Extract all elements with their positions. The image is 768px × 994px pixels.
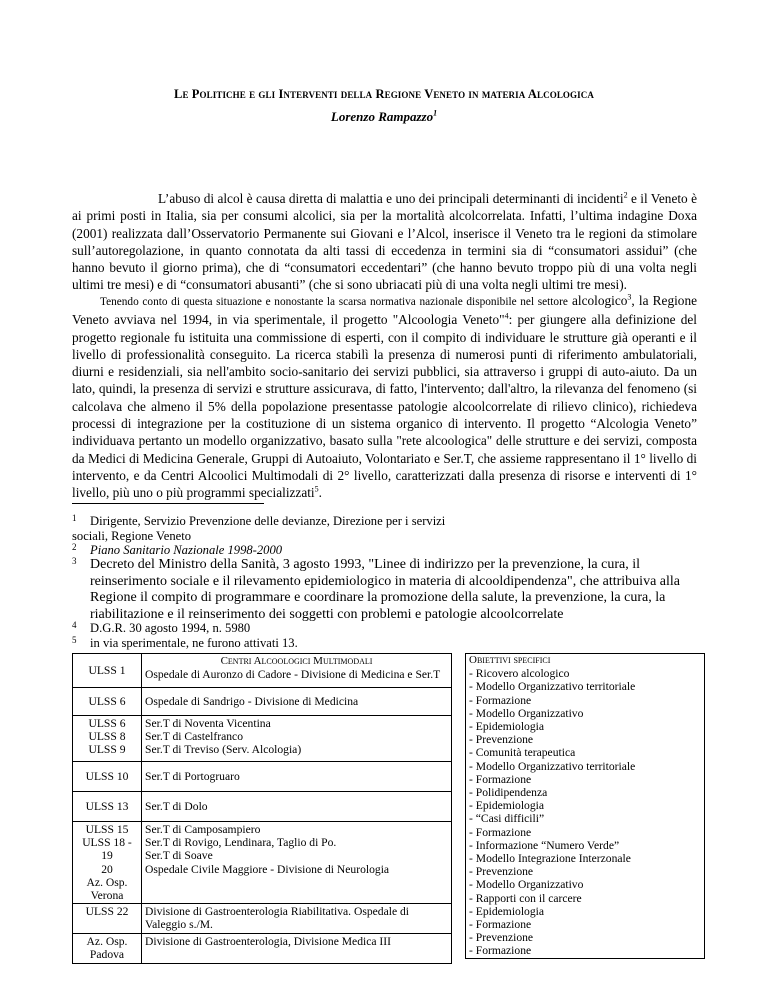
list-item: - Formazione [469,825,532,839]
list-item: - “Casi difficili” [469,812,545,826]
footnote-ref-2: 2 [623,190,628,200]
table-cell-centro: Ser.T di Noventa Vicentina Ser.T di Castelfranco Ser.T di Treviso (Serv. Alcologia) [142,716,452,762]
footnote-ref-3: 3 [627,292,632,302]
table-cell-centro: Divisione di Gastroenterologia Riabilitativa. Ospedale di Valeggio s./M. [142,904,452,934]
footnote-text: Piano Sanitario Nazionale 1998-2000 [90,543,283,557]
table-row [73,934,452,963]
centri-table [72,653,452,964]
list-item: - Ricovero alcologico [469,667,570,681]
footnote-text: Dirigente, Servizio Prevenzione delle devianze, Direzione per i servizi [90,514,446,528]
paragraph-1-text-b: e il Veneto è ai primi posti in Italia, sia per consumi alcolici, sia per la mortalità alcolcorrelata. Infatti, l’ultima indagine Doxa (2001) realizzata dall’Osservatorio Permanente sui Giovani e l’Alcol, inserisce il Veneto tra le regioni da stimolare sull’autoregolazione, in quanto connotata da alti tassi di eccedenza in termini sia di “consumatori assidui” (che hanno bevuto il giorno prima), che di “consumatori eccedentari” (che hanno bevuto troppo più di una volta negli ultimi tre mesi) e di “consumatori abusanti” (che si sono ubriacati più di una volta negli ultimi tre mesi). [72,191,697,293]
author-footnote-ref: 1 [433,108,438,118]
footnote-4 [72,621,697,636]
obiettivi-cell [466,654,705,959]
footnote-5 [72,636,697,651]
footnote-2 [72,543,697,558]
list-item: - Epidemiologia [469,720,545,734]
footnote-separator [72,503,264,504]
table-cell-centro: Ser.T di Portogruaro [142,762,452,792]
paragraph-2 [72,292,697,502]
table-row [73,716,452,762]
table-row [73,792,452,822]
list-item: - Rapporti con il carcere [469,891,582,905]
footnote-number: 4 [72,620,77,630]
list-item: - Prevenzione [469,865,534,879]
footnote-number: 5 [72,635,77,645]
list-item: - Formazione [469,944,532,958]
list-item: - Modello Integrazione Interzonale [469,852,631,866]
author-name: Lorenzo Rampazzo [330,109,434,124]
table-cell-centro: Ser.T di Camposampiero Ser.T di Rovigo, Lendinara, Taglio di Po. Ser.T di Soave Ospedale Civile Maggiore - Divisione di Neurologia [142,822,452,904]
table-cell-ulss: ULSS 6 [73,688,142,716]
table-row [73,904,452,934]
list-item: - Comunità terapeutica [469,746,576,760]
paragraph-2-text-c: : per giungere alla definizione del progetto regionale fu istituita una commissione di esperti, con il compito di individuare le strutture già operanti e il livello di professionalità conseguito. La ricerca stabilì la presenza di numerosi punti di riferimento ambulatoriali, diurni e residenziali, sia nell'ambito socio-sanitario dei servizi pubblici, sia attraverso i gruppi di auto-aiuto. Da un lato, quindi, la presenza di servizi e strutture assicurava, di fatto, l'intervento; dall'altro, la rilevanza del fenomeno (si calcolava che almeno il 5% della popolazione presentasse patologie alcoolcorrelate di rilievo clinico), richiedeva processi di integrazione per la costituzione di un sistema organico di intervento. Il progetto “Alcologia Veneto” individuava pertanto un modello organizzativo, basato sulla "rete alcoologica" delle strutture e dei servizi, composta da Medici di Medicina Generale, Gruppi di Autoaiuto, Volontariato e Ser.T, che assieme rappresentano il 1° livello di intervento, e da Centri Alcoolici Multimodali di 2° livello, caratterizzati dalla presenza di risorse e interventi di 1° livello, più uno o più programmi specializzati [72,312,698,501]
footnote-ref-4: 4 [504,311,509,321]
table-cell-centro: Ospedale di Sandrigo - Divisione di Medicina [142,688,452,716]
list-item: - Modello Organizzativo [469,706,584,720]
obiettivi-table [465,653,705,959]
paragraph-2-text-a: alcologico [567,293,628,308]
table-cell-text: Ospedale di Auronzo di Cadore - Divisione di Medicina e Ser.T [145,668,441,682]
table-cell-ulss: ULSS 22 [73,904,142,934]
footnote-1 [72,514,697,529]
footnote-number: 2 [72,542,77,552]
footnote-number: 1 [72,513,77,523]
list-item: - Formazione [469,918,532,932]
table-cell-ulss: ULSS 13 [73,792,142,822]
footnote-text: Decreto del Ministro della Sanità, 3 agosto 1993, "Linee di indirizzo per la prevenzione, la cura, il reinserimento sociale e il rilevamento epidemiologico in materia di alcooldipendenza", che attribuiva alla Regione il compito di programmare e coordinare la promozione della salute, la prevenzione, la cura, la riabilitazione e il reinserimento dei soggetti con problemi e patologie alcoolcorrelate [90,557,680,622]
author-line [0,109,768,125]
paragraph-1-text-a: L’abuso di alcol è causa diretta di malattia e uno dei principali determinanti di incidenti [158,191,624,206]
table-header: Centri Alcoologici Multimodali [220,655,373,667]
paragraph-2-text-d: . [318,485,322,501]
list-item: - Informazione “Numero Verde” [469,838,620,852]
list-item: - Epidemiologia [469,904,545,918]
list-item: - Polidipendenza [469,786,548,800]
footnote-ref-5: 5 [314,484,319,494]
list-item: - Prevenzione [469,733,534,747]
footnote-number: 3 [72,556,77,566]
list-item: - Formazione [469,693,532,707]
list-item: - Formazione [469,772,532,786]
document-title: Le Politiche e gli Interventi della Regione Veneto in materia Alcologica [174,87,594,101]
list-item: - Epidemiologia [469,799,545,813]
table-cell-centro: Ser.T di Dolo [142,792,452,822]
table-row [73,762,452,792]
footnote-text: sociali, Regione Veneto [72,529,192,543]
table-cell-ulss: ULSS 1 [73,654,142,688]
footnote-text: D.G.R. 30 agosto 1994, n. 5980 [90,621,251,635]
obiettivi-list [469,667,701,957]
paragraph-1 [72,190,697,294]
list-item: - Modello Organizzativo territoriale [469,759,636,773]
obiettivi-header: Obiettivi specifici [469,654,551,666]
table-row [73,822,452,904]
paragraph-2-lead: Tenendo conto di questa situazione e nonostante la scarsa normativa nazionale disponibile nel settore [100,296,568,308]
table-cell-centro [142,654,452,688]
paragraph-2-text-b: , la Regione Veneto avviava nel 1994, in via sperimentale, il progetto "Alcoologia Veneto" [72,293,697,328]
footnote-text: in via sperimentale, ne furono attivati 13. [90,636,298,650]
table-cell-centro: Divisione di Gastroenterologia, Divisione Medica III [142,934,452,963]
list-item: - Modello Organizzativo [469,878,584,892]
table-cell-ulss: ULSS 6 ULSS 8 ULSS 9 [73,716,142,762]
table-cell-ulss: ULSS 15 ULSS 18 - 19 20 Az. Osp. Verona [73,822,142,904]
list-item: - Prevenzione [469,931,534,945]
table-cell-ulss: Az. Osp. Padova [73,934,142,963]
table-row [466,654,705,959]
footnote-3 [72,557,697,623]
table-cell-ulss: ULSS 10 [73,762,142,792]
footnote-1-continued [72,529,697,544]
table-row [73,688,452,716]
list-item: - Modello Organizzativo territoriale [469,680,636,694]
table-row [73,654,452,688]
